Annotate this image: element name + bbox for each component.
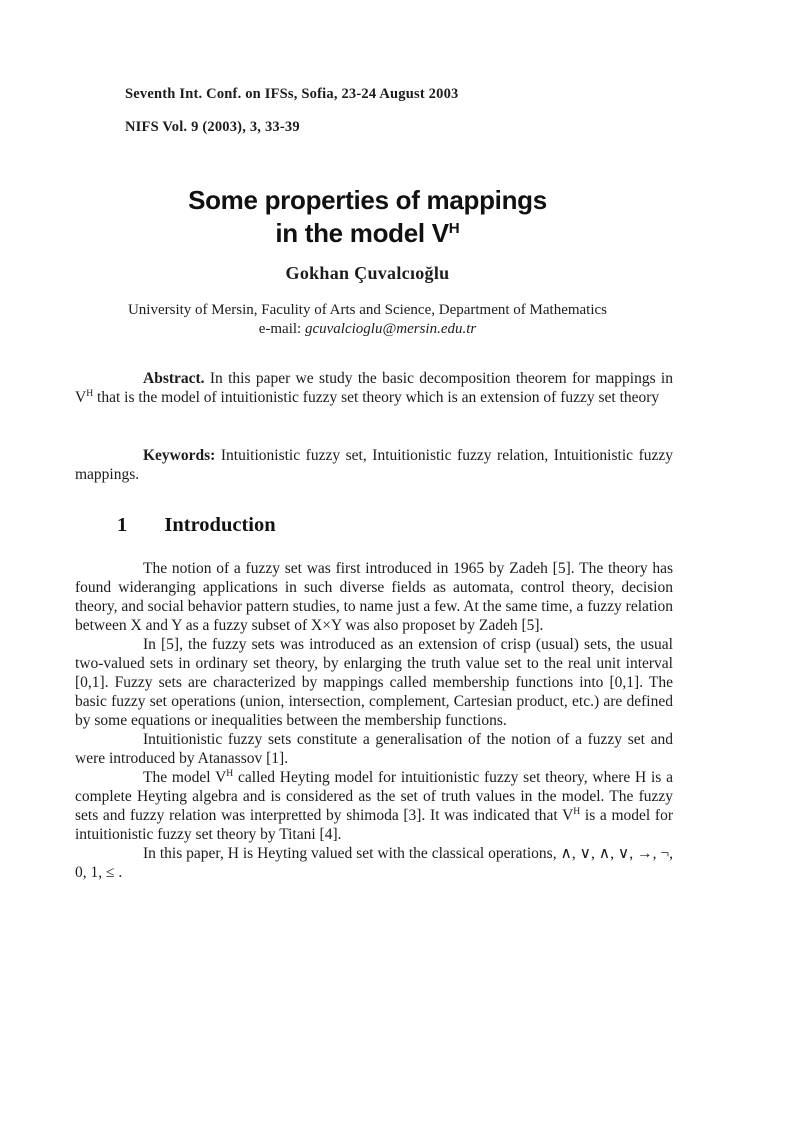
paper-title-line-2: in the model $V^H$ xyxy=(275,218,460,248)
paper-title-line-1: Some properties of mappings xyxy=(188,185,547,215)
author-name: Gokhan Çuvalcıoğlu xyxy=(285,263,450,283)
introduction-body xyxy=(75,559,673,882)
intro-paragraph-5: In this paper, H is Heyting valued set with the classical operations, ∧, ∨, ∧, ∨, →, ¬, 0, 1, ≤ . xyxy=(75,845,673,881)
intro-paragraph-3: Intuitionistic fuzzy sets constitute a generalisation of the notion of a fuzzy set and were introduced by Atanassov [1]. xyxy=(75,731,673,767)
paper-title xyxy=(75,184,660,250)
section-title: Introduction xyxy=(164,514,276,536)
conference-header: Seventh Int. Conf. on IFSs, Sofia, 23-24 August 2003 xyxy=(125,86,459,102)
email-line: e-mail: gcuvalcioglu@mersin.edu.tr xyxy=(258,321,477,337)
journal-reference: NIFS Vol. 9 (2003), 3, 33-39 xyxy=(125,119,300,135)
abstract-paragraph: Abstract. In this paper we study the basic decomposition theorem for mappings in $V^H$ that is the model of intuitionistic fuzzy set theory which is an extension of fuzzy set theory xyxy=(75,370,673,406)
section-number: 1 xyxy=(117,514,128,536)
intro-paragraph-1: The notion of a fuzzy set was first introduced in 1965 by Zadeh [5]. The theory has found wideranging applications in such diverse fields as automata, control theory, decision theory, and social behavior pattern studies, to name just a few. At the same time, a fuzzy relation between X and Y as a fuzzy subset of X×Y was also proposet by Zadeh [5]. xyxy=(75,560,673,634)
intro-paragraph-2: In [5], the fuzzy sets was introduced as an extension of crisp (usual) sets, the usual two-valued sets in ordinary set theory, by enlarging the truth value set to the real unit interval [0,1]. Fuzzy sets are characterized by mappings called membership functions into [0,1]. The basic fuzzy set operations (union, intersection, complement, Cartesian product, etc.) are defined by some equations or inequalities between the membership functions. xyxy=(75,636,673,729)
intro-paragraph-4: The model $V^H$ called Heyting model for intuitionistic fuzzy set theory, where H is a complete Heyting algebra and is considered as the set of truth values in the model. The fuzzy sets and fuzzy relation was interpretted by shimoda [3]. It was indicated that $V^H$ is a model for intuitionistic fuzzy set theory by Titani [4]. xyxy=(75,767,673,843)
section-heading xyxy=(117,514,673,537)
keywords-paragraph: Keywords: Intuitionistic fuzzy set, Intuitionistic fuzzy relation, Intuitionistic fuzzy mappings. xyxy=(75,447,673,483)
affiliation-line: University of Mersin, Faculity of Arts and Science, Department of Mathematics xyxy=(127,302,608,318)
